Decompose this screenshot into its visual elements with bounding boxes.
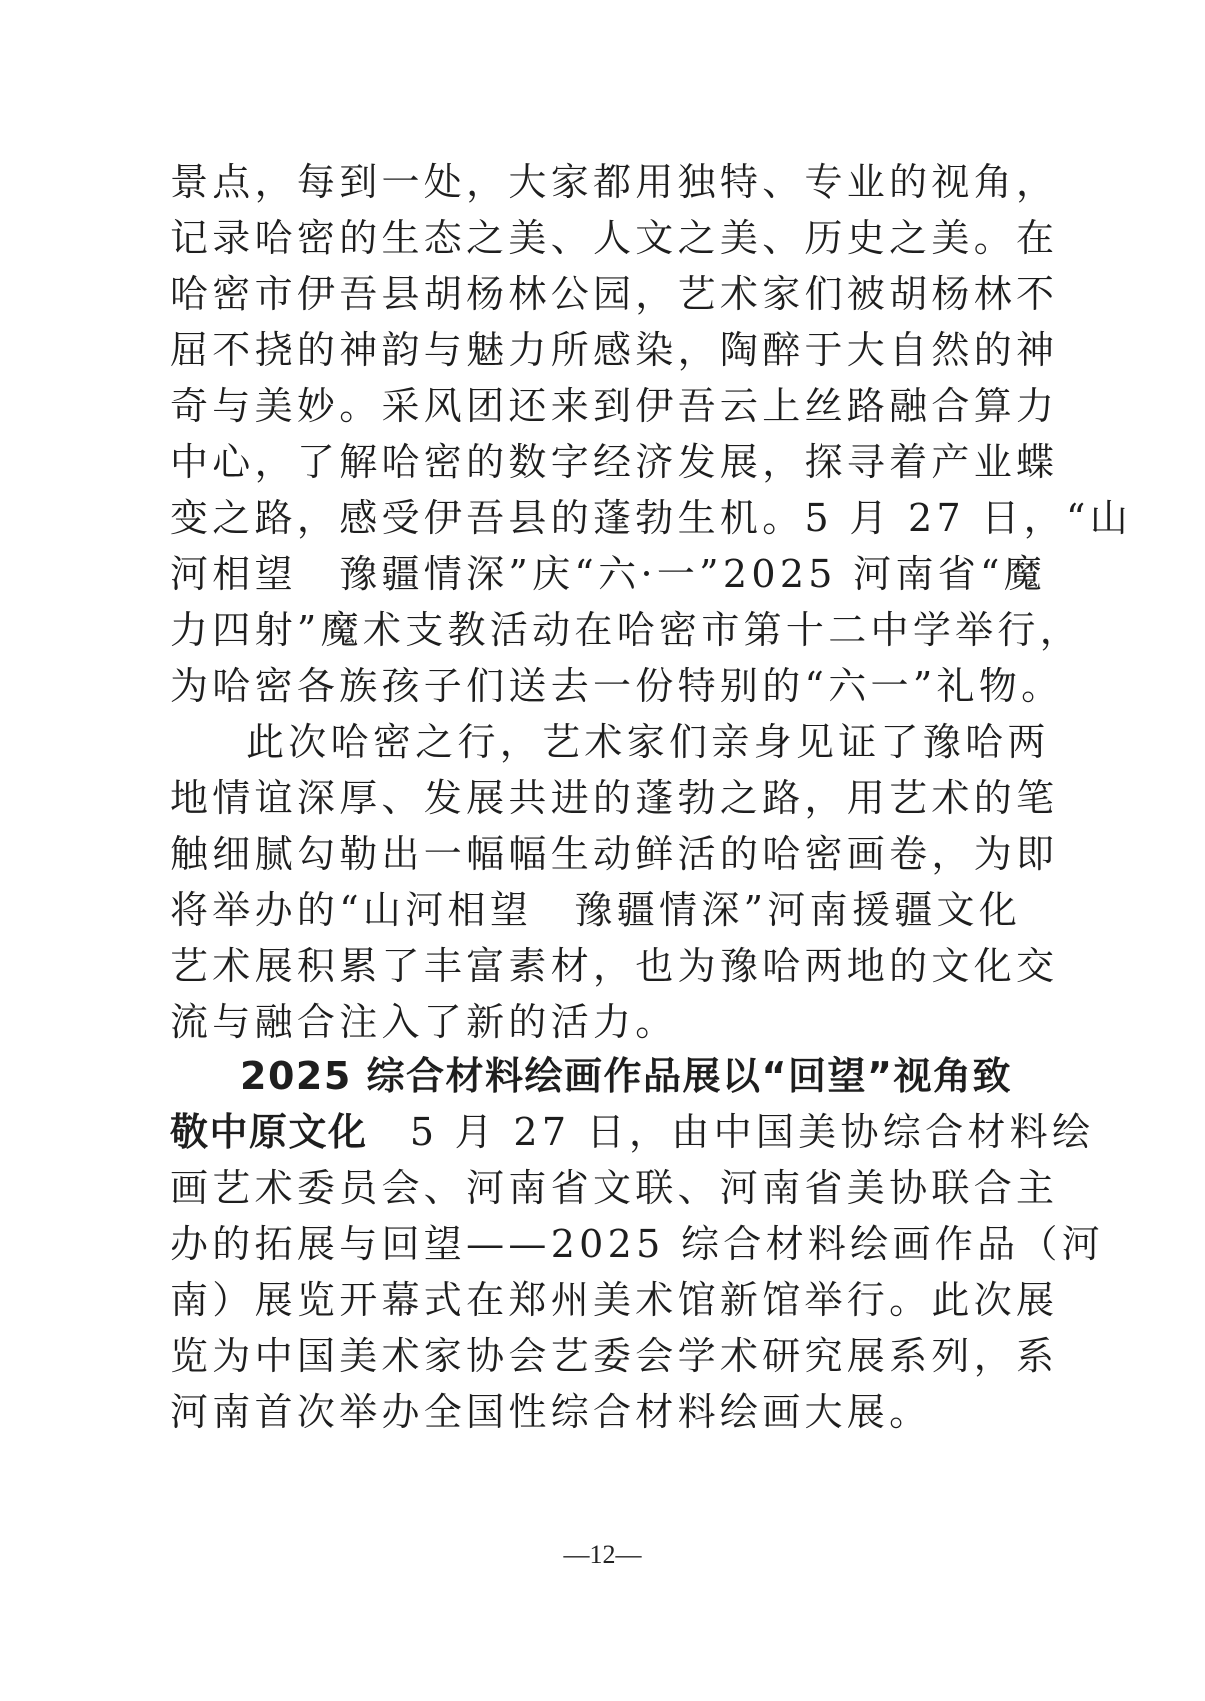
text-line: 奇与美妙。采风团还来到伊吾云上丝路融合算力: [170, 384, 1059, 428]
text-line: 景点，每到一处，大家都用独特、专业的视角，: [170, 160, 1059, 204]
news-headline-continuation: [170, 1104, 1095, 1160]
text-line-indented: 此次哈密之行，艺术家们亲身见证了豫哈两: [246, 720, 1050, 764]
page-number: —12—: [563, 1540, 642, 1569]
text-line: 艺术展积累了丰富素材，也为豫哈两地的文化交: [170, 944, 1059, 988]
text-line: 屈不挠的神韵与魅力所感染，陶醉于大自然的神: [170, 328, 1059, 372]
text-line: 河相望 豫疆情深”庆“六·一”2025 河南省“魔: [170, 552, 1047, 596]
news-headline: 2025 综合材料绘画作品展以“回望”视角致: [240, 1054, 1012, 1098]
text-line: 力四射”魔术支教活动在哈密市第十二中学举行，: [170, 608, 1083, 652]
text-line: 触细腻勾勒出一幅幅生动鲜活的哈密画卷，为即: [170, 832, 1059, 876]
text-line: 览为中国美术家协会艺委会学术研究展系列，系: [170, 1334, 1059, 1378]
text-line: 哈密市伊吾县胡杨林公园，艺术家们被胡杨林不: [170, 272, 1059, 316]
text-line: 流与融合注入了新的活力。: [170, 1000, 678, 1044]
text-line: 为哈密各族孩子们送去一份特别的“六一”礼物。: [170, 664, 1064, 708]
text-line: 画艺术委员会、河南省文联、河南省美协联合主: [170, 1166, 1059, 1210]
text-line: 地情谊深厚、发展共进的蓬勃之路，用艺术的笔: [170, 776, 1059, 820]
text-line: 将举办的“山河相望 豫疆情深”河南援疆文化: [170, 888, 1022, 932]
text-line: 南）展览开幕式在郑州美术馆新馆举行。此次展: [170, 1278, 1059, 1322]
text-line: 记录哈密的生态之美、人文之美、历史之美。在: [170, 216, 1059, 260]
text-line: 变之路，感受伊吾县的蓬勃生机。5 月 27 日，“山: [170, 496, 1132, 540]
text-line: 办的拓展与回望——2025 综合材料绘画作品（河: [170, 1222, 1104, 1266]
news-headline-tail: 敬中原文化: [170, 1110, 368, 1154]
text-line: 中心，了解哈密的数字经济发展，探寻着产业蝶: [170, 440, 1059, 484]
news-body-lead: 5 月 27 日，由中国美协综合材料绘: [367, 1110, 1095, 1154]
text-line: 河南首次举办全国性综合材料绘画大展。: [170, 1390, 932, 1434]
